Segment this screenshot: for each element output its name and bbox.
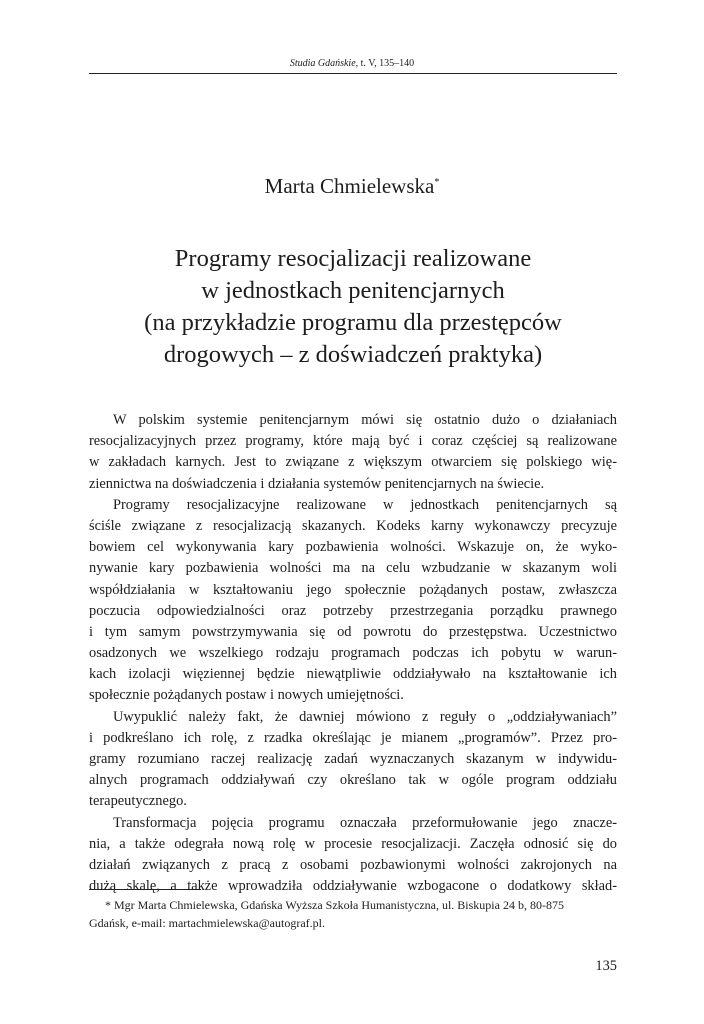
paragraph-line: działań związanych z pracą z osobami pozbawionymi wolności zakrojonych na <box>89 856 617 873</box>
page-number: 135 <box>595 958 617 974</box>
title-line: w jednostkach penitencjarnych <box>201 277 505 304</box>
paragraph-line: ściśle związane z resocjalizacją skazanych. Kodeks karny wykonawczy precyzuje <box>89 517 617 534</box>
paragraph-line: kach izolacji więziennej będzie niewątpliwie oddziaływało na kształtowanie ich <box>89 666 617 683</box>
paragraph-line: alnych programach oddziaływań czy określano tak w ogóle program oddziału <box>89 772 617 789</box>
paragraph-line: terapeutycznego. <box>89 793 187 810</box>
paragraph-line: i tym samym powstrzymywania się od powrotu do przestępstwa. Uczestnictwo <box>89 623 617 640</box>
paragraph-line: Uwypuklić należy fakt, że dawniej mówiono z reguły o „oddziaływaniach” <box>113 708 617 725</box>
footnote-rule <box>89 889 201 890</box>
paragraph-line: społecznie pożądanych postaw i nowych umiejętności. <box>89 687 404 704</box>
paragraph-line: bowiem cel wykonywania kary pozbawienia wolności. Wskazuje on, że wyko- <box>89 539 617 556</box>
footnote <box>89 896 617 932</box>
title-line: drogowych – z doświadczeń praktyka) <box>163 341 543 368</box>
header-rule <box>89 73 617 74</box>
paragraph-line: w zakładach karnych. Jest to związane z większym otwarciem się polskiego wię- <box>89 454 617 471</box>
article-title <box>89 243 617 371</box>
paragraph-line: ziennictwa na doświadczenia i działania systemów penitencjarnych na świecie. <box>89 475 545 492</box>
running-head <box>0 58 704 69</box>
paragraph-line: dużą skalę, a także wprowadziła oddziaływanie wzbogacone o dodatkowy skład- <box>89 878 617 895</box>
volume-pages: , t. V, 135–140 <box>355 58 415 69</box>
author-name: Marta Chmielewska <box>264 174 435 198</box>
author-line <box>0 174 704 199</box>
footnote-line: Gdańsk, e-mail: martachmielewska@autograf.pl. <box>89 916 325 930</box>
paragraph-line: gramy rozumiano raczej realizację zadań wyznaczanych skazanym w indywidu- <box>89 751 617 767</box>
paragraph-line: nywanie kary pozbawienia wolności ma na celu wzbudzanie w skazanym woli <box>89 560 617 577</box>
paragraph-line: współdziałania w kształtowaniu jego społecznie pożądanych postaw, zwłaszcza <box>89 581 617 598</box>
body-text <box>89 410 617 897</box>
paragraph-line: osadzonych we wszelkiego rodzaju programach podczas ich pobytu w warun- <box>89 645 617 662</box>
paragraph-line: Transformacja pojęcia programu oznaczała przeformułowanie jego znacze- <box>113 814 617 831</box>
paragraph-line: W polskim systemie penitencjarnym mówi się ostatnio dużo o działaniach <box>113 412 617 428</box>
journal-name: Studia Gdańskie <box>289 58 356 69</box>
paragraph-line: Programy resocjalizacyjne realizowane w jednostkach penitencjarnych są <box>113 496 617 513</box>
author-footnote-marker: * <box>434 177 440 188</box>
paragraph-line: resocjalizacyjnych przez programy, które mają być i coraz częściej są realizowane <box>89 433 617 450</box>
paragraph-line: nia, a także odegrała nową rolę w procesie resocjalizacji. Zaczęła odnosić się do <box>89 835 617 852</box>
title-line: (na przykładzie programu dla przestępców <box>144 309 562 336</box>
footnote-line: * Mgr Marta Chmielewska, Gdańska Wyższa Szkoła Humanistyczna, ul. Biskupia 24 b, 80-875 <box>105 898 564 912</box>
title-line: Programy resocjalizacji realizowane <box>174 245 532 272</box>
paragraph-line: i podkreślano ich rolę, z rzadka określając je mianem „programów”. Przez pro- <box>89 729 617 746</box>
paragraph-line: poczucia odpowiedzialności oraz potrzeby przestrzegania porządku prawnego <box>89 602 617 619</box>
